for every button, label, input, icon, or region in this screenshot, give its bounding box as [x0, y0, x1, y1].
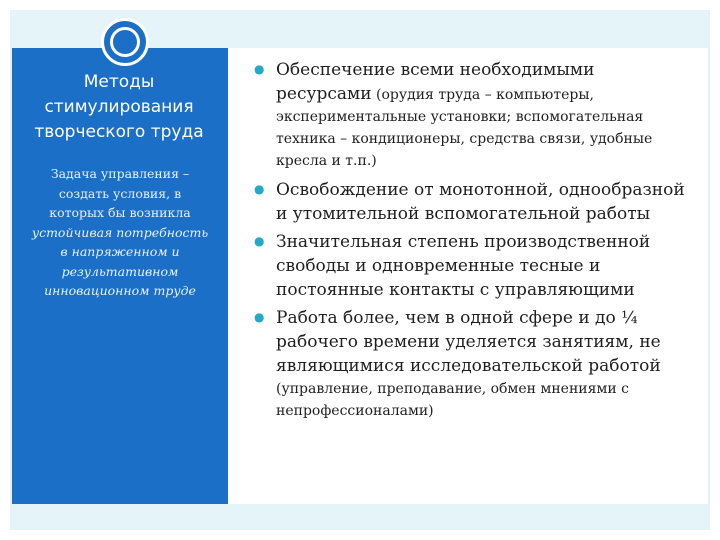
slide-subtitle — [30, 164, 210, 301]
bullet-icon: ● — [254, 182, 265, 196]
list-item — [252, 306, 692, 422]
item-detail: (управление, преподавание, обмен мнениями с непрофессионалами) — [276, 381, 629, 419]
list-item — [252, 178, 692, 226]
item-main: Обеспечение всеми необходимыми ресурсами — [276, 60, 595, 104]
item-detail: (орудия труда – компьютеры, экспериментальные установки; вспомогательная техника – кондиционеры, средства связи, удобные кресла и т.п.) — [276, 87, 653, 169]
item-main: Освобождение от монотонной, однообразной и утомительной вспомогательной работы — [276, 180, 685, 224]
item-main: Работа более, чем в одной сфере и до ¼ рабочего времени уделяется занятиям, не являющимися исследовательской работой — [276, 308, 661, 376]
circle-ornament-icon — [101, 18, 149, 66]
item-main: Значительная степень производственной свободы и одновременные тесные и постоянные контакты с управляющими — [276, 232, 651, 300]
list-item — [252, 58, 692, 172]
bullet-icon: ● — [254, 62, 265, 76]
bottom-bar — [12, 504, 708, 526]
subtitle-italic: устойчивая потребность в напряженном и результативном инновационном труде — [31, 224, 209, 298]
bullet-icon: ● — [254, 310, 265, 324]
bullet-list — [252, 58, 692, 426]
item-text — [276, 58, 692, 172]
circle-ornament-inner — [110, 27, 140, 57]
bullet-icon: ● — [254, 234, 265, 248]
subtitle-plain: Задача управления – создать условия, в которых бы возникла — [49, 166, 191, 220]
slide-title: Методы стимулирования творческого труда — [34, 72, 204, 142]
list-item — [252, 230, 692, 302]
